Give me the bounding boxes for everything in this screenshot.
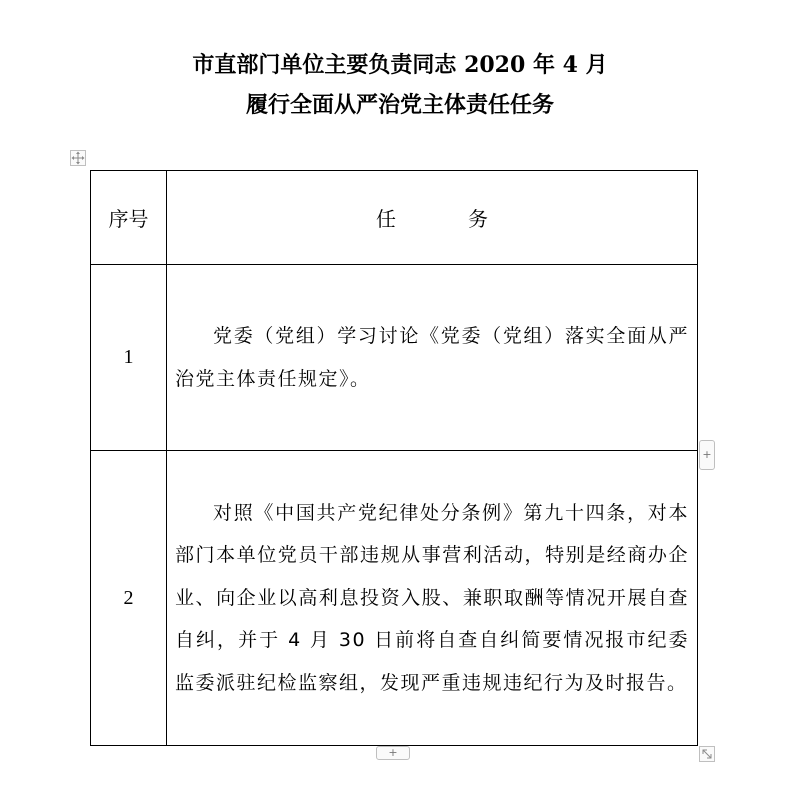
plus-icon: + [388,746,398,759]
add-column-button[interactable] [376,746,410,760]
seq-number: 1 [123,346,134,368]
add-row-button[interactable] [699,440,715,470]
header-task-label-part2: 务 [468,207,488,231]
document-title-line-1: 市直部门单位主要负责同志 2020 年 4 月 [192,52,608,78]
task-text: 党委（党组）学习讨论《党委（党组）落实全面从严治党主体责任规定》。 [175,324,689,390]
seq-number: 2 [123,586,134,609]
header-cell-seq[interactable] [91,171,167,265]
header-cell-task[interactable] [167,171,698,265]
diagonal-resize-icon [700,747,714,761]
table-header-row [91,171,698,265]
seq-cell[interactable] [91,265,167,451]
table-row [91,451,698,746]
seq-cell[interactable] [91,451,167,746]
table-move-handle[interactable] [70,150,86,166]
plus-icon: + [702,448,712,461]
header-task-label-part1: 任 [376,207,396,231]
task-cell[interactable] [167,265,698,451]
table-resize-handle[interactable] [699,746,715,762]
document-title-line-2: 履行全面从严治党主体责任任务 [245,92,554,118]
move-arrows-icon [71,151,85,165]
task-cell[interactable] [167,451,698,746]
task-text: 对照《中国共产党纪律处分条例》第九十四条，对本部门本单位党员干部违规从事营利活动，特别是经商办企业、向企业以高利息投资入股、兼职取酬等情况开展自查自纠，并于 4 月 30 日前将自查自纠简要情况报市纪委监委派驻纪检监察组，发现严重违规违纪行为及时报告。 [175,501,689,694]
table-row [91,265,698,451]
header-seq-label: 序号 [108,207,149,231]
task-table [90,170,698,746]
